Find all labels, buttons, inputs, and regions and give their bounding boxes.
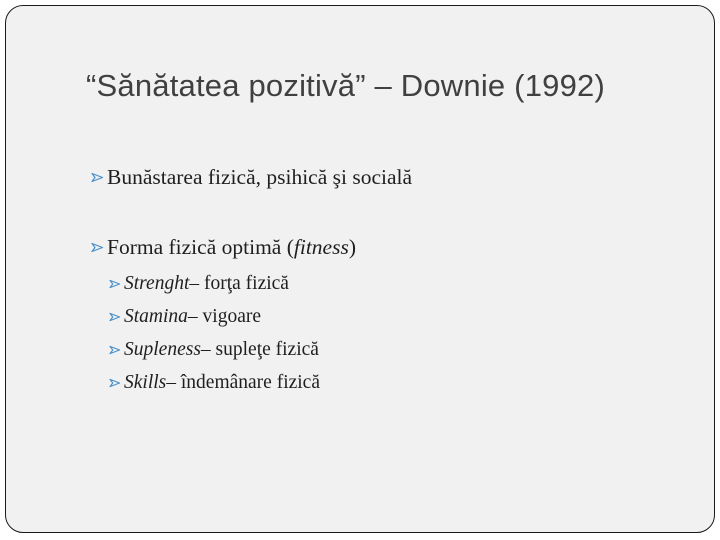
subbullet-term: Strenght: [124, 273, 190, 294]
bullet-item-wellbeing: [91, 165, 412, 190]
open-arrow-bullet-icon: [91, 242, 104, 253]
subbullet-item-skills: [109, 372, 320, 394]
open-arrow-bullet-icon: [109, 312, 121, 322]
bullet-text: Forma fizică optimă (: [107, 235, 294, 259]
subbullet-definition: – supleţe fizică: [200, 339, 319, 360]
subbullet-term: Supleness: [124, 339, 201, 360]
open-arrow-bullet-icon: [109, 378, 121, 388]
slide-title: “Sănătatea pozitivă” – Downie (1992): [86, 68, 605, 103]
bullet-suffix: ): [348, 235, 356, 259]
bullet-item-fitness: [91, 235, 356, 260]
open-arrow-bullet-icon: [109, 345, 121, 355]
subbullet-definition: – îndemânare fizică: [166, 372, 320, 393]
subbullet-term: Skills: [124, 372, 167, 393]
open-arrow-bullet-icon: [109, 279, 121, 289]
subbullet-item-strength: [109, 273, 289, 295]
subbullet-term: Stamina: [124, 306, 188, 327]
bullet-italic-term: fitness: [293, 235, 349, 259]
slide: [5, 5, 715, 533]
subbullet-item-stamina: [109, 306, 261, 328]
subbullet-definition: – forţa fizică: [189, 273, 289, 294]
subbullet-definition: – vigoare: [187, 306, 262, 327]
bullet-text: Bunăstarea fizică, psihică şi socială: [107, 165, 413, 189]
subbullet-item-supleness: [109, 339, 319, 361]
open-arrow-bullet-icon: [91, 172, 104, 183]
